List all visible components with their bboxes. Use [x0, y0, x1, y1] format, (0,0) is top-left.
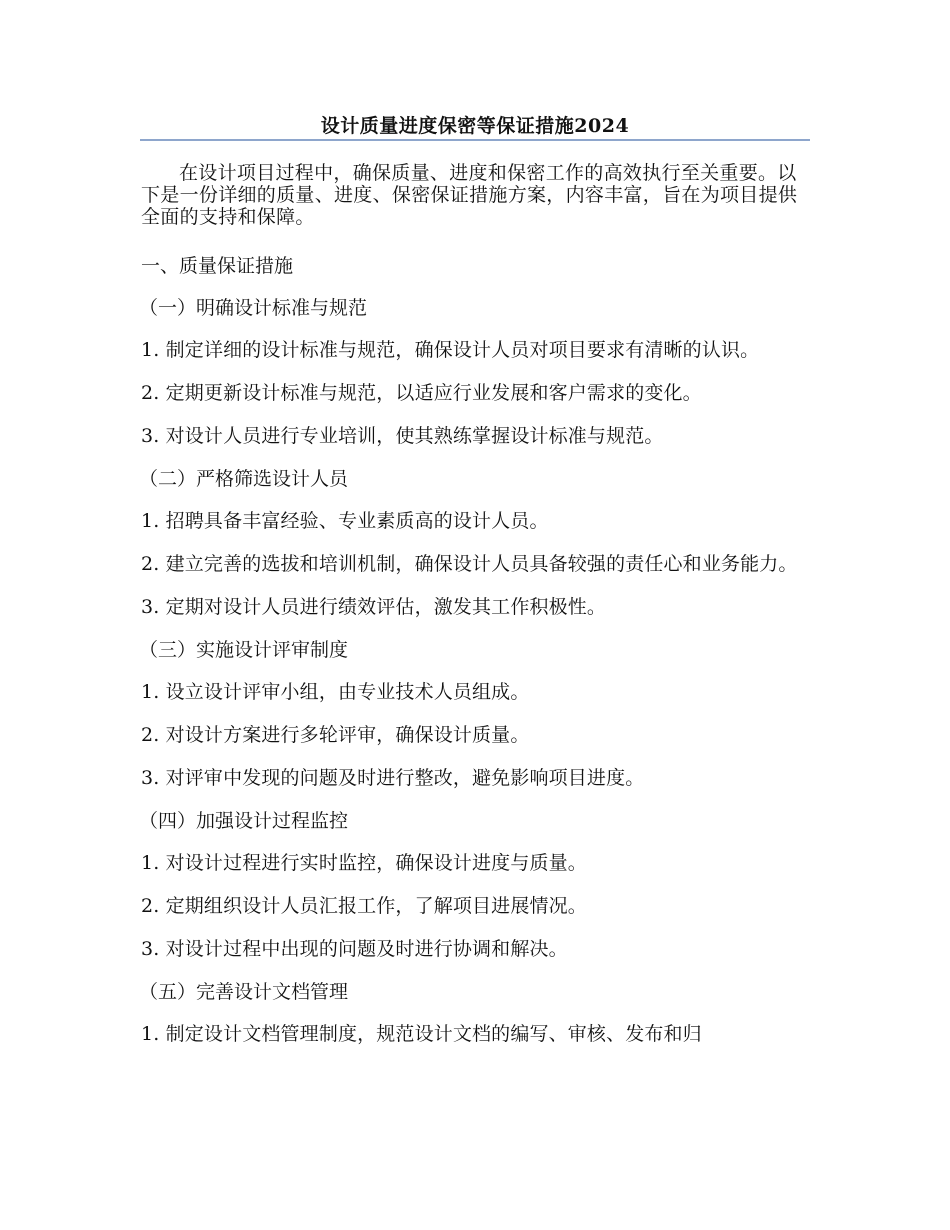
list-item: 1. 招聘具备丰富经验、专业素质高的设计人员。 [141, 510, 549, 532]
list-item: 1. 设立设计评审小组，由专业技术人员组成。 [141, 681, 530, 703]
title-underline [140, 139, 810, 141]
list-item: 3. 定期对设计人员进行绩效评估，激发其工作积极性。 [141, 596, 607, 618]
list-item: 2. 建立完善的选拔和培训机制，确保设计人员具备较强的责任心和业务能力。 [141, 553, 798, 575]
section-heading-quality: 一、质量保证措施 [141, 255, 294, 277]
list-item: 3. 对设计人员进行专业培训，使其熟练掌握设计标准与规范。 [141, 425, 664, 447]
intro-paragraph: 在设计项目过程中，确保质量、进度和保密工作的高效执行至关重要。以下是一份详细的质量、进度、保密保证措施方案，内容丰富，旨在为项目提供全面的支持和保障。 [141, 162, 798, 228]
list-item: 3. 对设计过程中出现的问题及时进行协调和解决。 [141, 938, 568, 960]
list-item: 2. 定期更新设计标准与规范，以适应行业发展和客户需求的变化。 [141, 382, 702, 404]
list-item: 1. 制定详细的设计标准与规范，确保设计人员对项目要求有清晰的认识。 [141, 339, 760, 361]
subsection-heading-2: （二）严格筛选设计人员 [139, 468, 349, 490]
document-title: 设计质量进度保密等保证措施2024 [320, 115, 630, 137]
subsection-heading-5: （五）完善设计文档管理 [139, 981, 349, 1003]
subsection-heading-4: （四）加强设计过程监控 [139, 810, 349, 832]
list-item: 1. 对设计过程进行实时监控，确保设计进度与质量。 [141, 852, 587, 874]
list-item: 3. 对评审中发现的问题及时进行整改，避免影响项目进度。 [141, 767, 645, 789]
list-item: 2. 定期组织设计人员汇报工作，了解项目进展情况。 [141, 895, 587, 917]
list-item: 2. 对设计方案进行多轮评审，确保设计质量。 [141, 724, 530, 746]
list-item: 1. 制定设计文档管理制度，规范设计文档的编写、审核、发布和归 [141, 1023, 702, 1045]
subsection-heading-1: （一）明确设计标准与规范 [139, 297, 368, 319]
document-body [141, 162, 809, 1045]
subsection-heading-3: （三）实施设计评审制度 [139, 639, 349, 661]
